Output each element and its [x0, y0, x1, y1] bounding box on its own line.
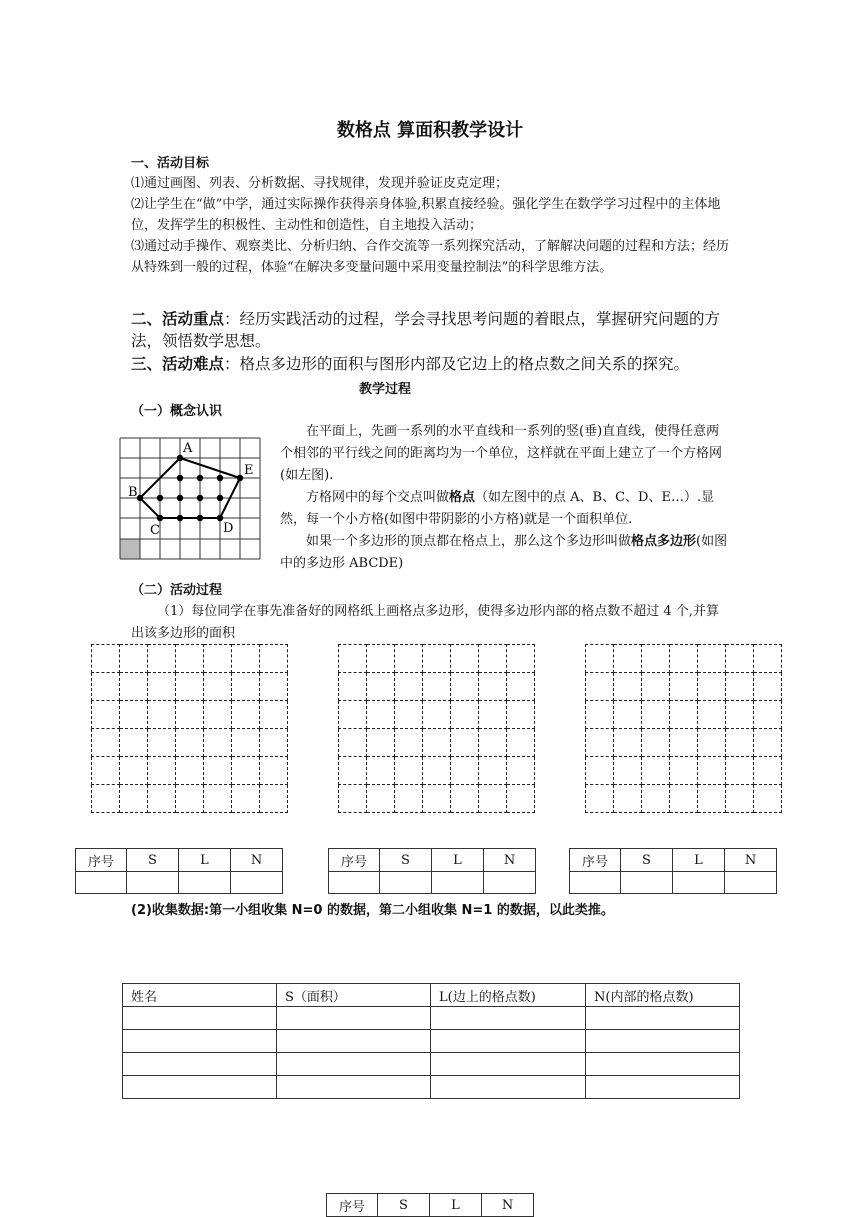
label-d: D: [223, 521, 234, 536]
th-s: S: [621, 849, 673, 872]
th-n: N: [725, 849, 777, 872]
section3: [131, 353, 731, 375]
cell-input[interactable]: [673, 872, 725, 894]
bottom-table: [326, 1193, 534, 1217]
cell-input[interactable]: [329, 872, 380, 894]
part2-heading: （二）活动过程: [131, 583, 223, 598]
small-table-3: [569, 848, 777, 894]
table-row: [123, 1053, 740, 1076]
th-l: L: [430, 1194, 482, 1217]
task2-text: (2)收集数据:第一小组收集 N=0 的数据，第二小组收集 N=1 的数据，以此类推。: [131, 903, 614, 918]
concept-text: [280, 421, 732, 575]
label-b: B: [128, 485, 138, 500]
goal-item-2: ⑵让学生在“做”中学，通过实际操作获得亲身体验,积累直接经验。强化学生在数学学习过程中的主体地位，发挥学生的积极性、主动性和创造性，自主地投入活动；: [131, 197, 721, 233]
data-collection-table: [122, 983, 740, 1099]
cell-input[interactable]: [127, 872, 179, 894]
goal-item-1: ⑴通过画图、列表、分析数据、寻找规律，发现并验证皮克定理；: [131, 176, 509, 191]
section1-body: [131, 173, 731, 278]
cell-input[interactable]: [179, 872, 231, 894]
th-s: S: [127, 849, 179, 872]
part1-heading: （一）概念认识: [131, 404, 223, 419]
table-row: [123, 1076, 740, 1099]
th-name: 姓名: [123, 984, 277, 1007]
concept-p2: 方格网中的每个交点叫做格点（如左图中的点 A、B、C、D、E…）.显然，每一个小方格(如图中带阴影的小方格)就是一个面积单位.: [280, 490, 715, 527]
th-index: 序号: [76, 849, 127, 872]
cell-input[interactable]: [231, 872, 283, 894]
th-n: N: [231, 849, 283, 872]
polygon-abcde: [140, 458, 240, 518]
task1-text: （1）每位同学在事先准备好的网格纸上画格点多边形，使得多边形内部的格点数不超过 4 个,并算出该多边形的面积: [131, 604, 719, 641]
th-l: L: [673, 849, 725, 872]
cell-input[interactable]: [621, 872, 673, 894]
th-l: L: [432, 849, 484, 872]
label-c: C: [150, 523, 160, 538]
cell-input[interactable]: [570, 872, 621, 894]
cell-input[interactable]: [76, 872, 127, 894]
section3-text: ：格点多边形的面积与图形内部及它边上的格点数之间关系的探究。: [224, 355, 690, 373]
cell-input[interactable]: [725, 872, 777, 894]
section1-heading: 一、活动目标: [131, 156, 210, 171]
cell-input[interactable]: [484, 872, 536, 894]
grid-figure: [118, 436, 268, 562]
th-index: 序号: [329, 849, 380, 872]
page-title: 数格点 算面积教学设计: [336, 120, 524, 141]
label-a: A: [183, 441, 193, 456]
label-e: E: [244, 463, 254, 478]
process-heading: 教学过程: [358, 382, 411, 397]
dashed-grid-1[interactable]: [91, 644, 288, 813]
dashed-grid-3[interactable]: [585, 644, 782, 813]
unit-square-shade: [120, 539, 140, 559]
table-row: [123, 1030, 740, 1053]
th-boundary: L(边上的格点数): [431, 984, 586, 1007]
th-index: 序号: [570, 849, 621, 872]
dashed-grid-2[interactable]: [338, 644, 535, 813]
th-s: S: [380, 849, 432, 872]
section2-text: ：经历实践活动的过程，学会寻找思考问题的着眼点，掌握研究问题的方法，领悟数学思想。: [131, 310, 721, 350]
section2: [131, 308, 731, 352]
small-table-2: [328, 848, 536, 894]
small-table-1: [75, 848, 283, 894]
term-lattice-point: 格点: [449, 490, 476, 505]
th-index: 序号: [327, 1194, 378, 1217]
th-n: N: [482, 1194, 534, 1217]
th-n: N: [484, 849, 536, 872]
concept-p3: 如果一个多边形的顶点都在格点上，那么这个多边形叫做格点多边形(如图中的多边形 ABCDE): [280, 534, 728, 571]
concept-p1: 在平面上，先画一系列的水平直线和一系列的竖(垂)直直线，使得任意两个相邻的平行线之间的距离均为一个单位，这样就在平面上建立了一个方格网(如左图).: [280, 424, 723, 483]
cell-input[interactable]: [380, 872, 432, 894]
th-area: S（面积）: [277, 984, 431, 1007]
goal-item-3: ⑶通过动手操作、观察类比、分析归纳、合作交流等一系列探究活动，了解解决问题的过程和方法；经历从特殊到一般的过程，体验“在解决多变量问题中采用变量控制法”的科学思维方法。: [131, 239, 730, 275]
table-row: [123, 1007, 740, 1030]
th-s: S: [378, 1194, 430, 1217]
th-l: L: [179, 849, 231, 872]
term-lattice-polygon: 格点多边形: [631, 534, 697, 549]
th-interior: N(内部的格点数): [586, 984, 740, 1007]
section2-label: 二、活动重点: [131, 310, 225, 328]
section3-label: 三、活动难点: [131, 355, 225, 373]
cell-input[interactable]: [432, 872, 484, 894]
